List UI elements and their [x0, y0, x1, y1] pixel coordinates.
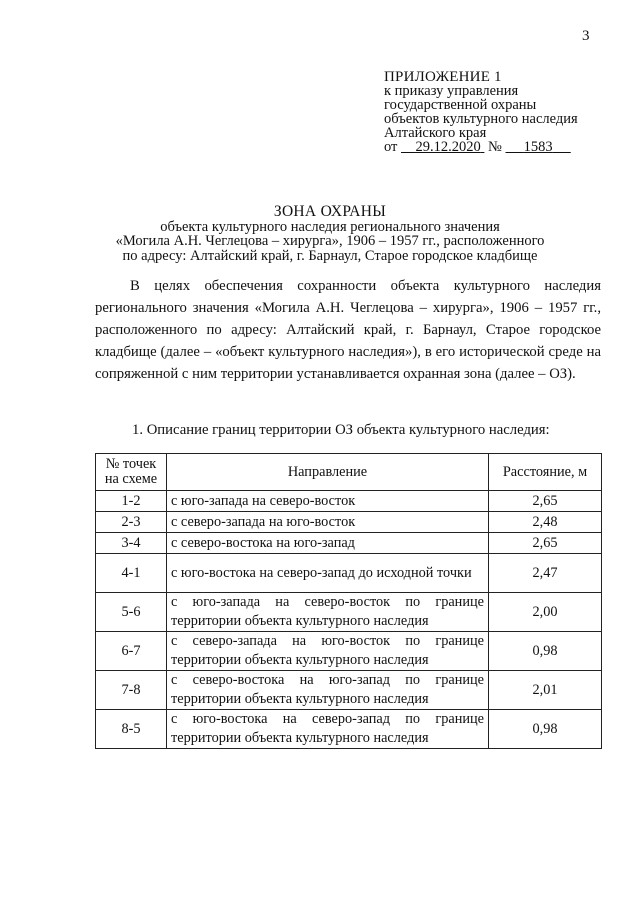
intro-paragraph: В целях обеспечения сохранности объекта культурного наследия регионального значения «Могила А.Н. Чеглецова – хирурга», 1906 – 1957 гг., расположенного по адресу: Алтайский край, г. Барнаул, Старое городское кладбище (далее – «объект культурного наследия»), в его исторической среде на сопряженной с ним территории устанавливается охранная зона (далее – ОЗ). [95, 278, 601, 382]
cell-distance: 2,01 [489, 671, 602, 710]
cell-distance: 2,65 [489, 533, 602, 554]
table-row [96, 554, 602, 593]
page-number: 3 [582, 28, 590, 44]
section-heading: 1. Описание границ территории ОЗ объекта культурного наследия: [132, 422, 550, 438]
cell-points: 5-6 [96, 593, 167, 632]
annex-title: ПРИЛОЖЕНИЕ 1 [384, 69, 502, 85]
cell-points: 2-3 [96, 512, 167, 533]
cell-distance: 0,98 [489, 632, 602, 671]
table-row [96, 632, 602, 671]
header-points: № точек на схеме [96, 454, 167, 491]
table-row [96, 671, 602, 710]
annex-line: объектов культурного наследия [384, 111, 578, 127]
number-label: № [488, 139, 502, 155]
cell-distance: 0,98 [489, 710, 602, 749]
cell-distance: 2,00 [489, 593, 602, 632]
table-header-row [96, 454, 602, 491]
header-direction: Направление [167, 454, 489, 491]
title-line-1: объекта культурного наследия регионального значения [160, 218, 500, 235]
cell-distance: 2,65 [489, 491, 602, 512]
cell-points: 6-7 [96, 632, 167, 671]
cell-direction: с юго-востока на северо-запад до исходной точки [167, 554, 489, 593]
cell-direction: с северо-запада на юго-восток по границе территории объекта культурного наследия [167, 632, 489, 671]
title-line-2: «Могила А.Н. Чеглецова – хирурга», 1906 – 1957 гг., расположенного [115, 233, 545, 249]
annex-date-line [384, 140, 624, 154]
cell-points: 8-5 [96, 710, 167, 749]
zone-title: ЗОНА ОХРАНЫ [273, 203, 387, 220]
cell-direction: с юго-востока на северо-запад по границе территории объекта культурного наследия [167, 710, 489, 749]
cell-points: 3-4 [96, 533, 167, 554]
date-prefix: от [384, 139, 398, 155]
order-date-value: 29.12.2020 [415, 139, 481, 155]
order-date [401, 139, 484, 155]
annex-line: Алтайского края [384, 125, 487, 141]
cell-direction: с юго-запада на северо-восток [167, 491, 489, 512]
table-row [96, 512, 602, 533]
annex-line: государственной охраны [384, 97, 537, 113]
cell-direction: с северо-востока на юго-запад по границе территории объекта культурного наследия [167, 671, 489, 710]
cell-points: 4-1 [96, 554, 167, 593]
annex-block [384, 70, 624, 154]
document-title-block [60, 205, 600, 263]
cell-distance: 2,47 [489, 554, 602, 593]
table-row [96, 710, 602, 749]
cell-direction: с юго-запада на северо-восток по границе территории объекта культурного наследия [167, 593, 489, 632]
table-row [96, 491, 602, 512]
annex-line: к приказу управления [384, 83, 519, 99]
cell-direction: с северо-востока на юго-запад [167, 533, 489, 554]
cell-points: 7-8 [96, 671, 167, 710]
title-line-3: по адресу: Алтайский край, г. Барнаул, Старое городское кладбище [122, 247, 538, 264]
table-row [96, 593, 602, 632]
cell-points: 1-2 [96, 491, 167, 512]
header-distance: Расстояние, м [489, 454, 602, 491]
order-number [506, 139, 571, 155]
order-number-value: 1583 [523, 139, 553, 155]
boundary-table [95, 453, 602, 749]
table-body [96, 491, 602, 749]
cell-distance: 2,48 [489, 512, 602, 533]
table-row [96, 533, 602, 554]
cell-direction: с северо-запада на юго-восток [167, 512, 489, 533]
